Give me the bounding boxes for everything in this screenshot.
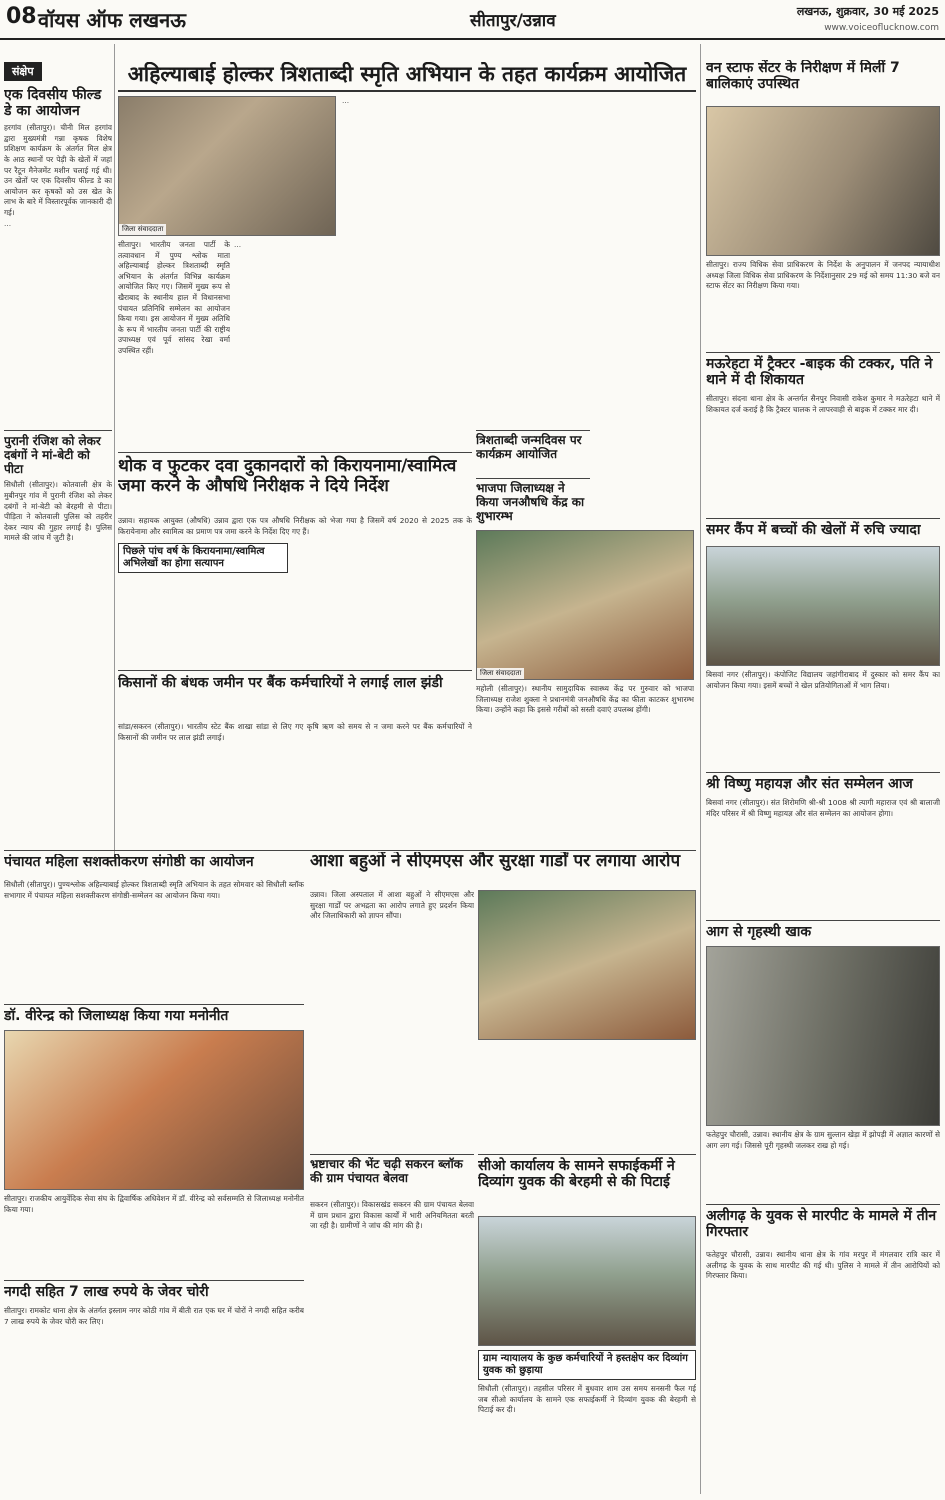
right-story1-headline-box [706, 60, 940, 104]
section-title: सीतापुर/उन्नाव [470, 11, 556, 31]
panchayat-headline-box [4, 854, 304, 878]
right-story5-body: फतेहपुर चौरासी, उन्नाव। स्थानीय क्षेत्र के ग्राम सुल्तान खेड़ा में झोपड़ी में अज्ञात कारणों से आग लग गई। जिससे पूरी गृहस्थी जलकर राख हो गई। [706, 1130, 940, 1150]
right-story6-body-box [706, 1250, 940, 1490]
right-story5-headline: आग से गृहस्थी खाक [706, 924, 812, 940]
theft-headline-box [4, 1280, 304, 1304]
sidebar-story2 [4, 430, 112, 840]
sidebar-story1-title: एक दिवसीय फील्ड डे का आयोजन [4, 87, 102, 120]
right-column-rule [700, 44, 701, 1494]
lead-body-right [342, 96, 696, 446]
asha-body-box [310, 890, 474, 1150]
bjp-body-box [476, 684, 694, 844]
right-story1-body: सीतापुर। राज्य विधिक सेवा प्राधिकरण के निर्देश के अनुपालन में जनपद न्यायाधीश अध्यक्ष जिला विधिक सेवा प्राधिकरण के निर्देशानुसार 29 मई को समय 11:30 बजे वन स्टाफ सेंटर का निरीक्षण किया गया। [706, 260, 940, 291]
right-story2-body-box [706, 394, 940, 514]
corruption-headline-box [310, 1154, 474, 1198]
right-story2-headline: मऊरेहटा में ट्रैक्टर -बाइक की टक्कर, पति ने थाने में दी शिकायत [706, 356, 933, 389]
newspaper-brand: वॉयस ऑफ लखनऊ [38, 8, 186, 32]
asha-headline: आशा बहुओं ने सीएमएस और सुरक्षा गार्डों पर लगाया आरोप [310, 852, 681, 871]
co-headline-box [478, 1154, 696, 1214]
co-photo [478, 1216, 696, 1346]
dateline: लखनऊ, शुक्रवार, 30 मई 2025 [796, 5, 939, 18]
lead-body-col1 [118, 240, 230, 450]
farmer-body-box [118, 722, 472, 842]
theft-body-box [4, 1306, 304, 1494]
lead-headline: अहिल्याबाई होल्कर त्रिशताब्दी स्मृति अभियान के तहत कार्यक्रम आयोजित [127, 62, 687, 86]
bjp-headline: भाजपा जिलाध्यक्ष ने किया जनऔषधि केंद्र का शुभारम्भ [476, 481, 585, 523]
co-pull-quote: ग्राम न्यायालय के कुछ कर्मचारियों ने हस्तक्षेप कर दिव्यांग युवक को छुड़ाया [478, 1350, 696, 1380]
bjp-photo [476, 530, 694, 680]
doctor-body: सीतापुर। राजकीय आयुर्वेदिक सेवा संघ के द्विवार्षिक अधिवेशन में डॉ. वीरेन्द्र को सर्वसम्मति से जिलाध्यक्ष मनोनीत किया गया। [4, 1194, 304, 1214]
lead-subhead-box [476, 430, 590, 472]
corruption-body-box [310, 1200, 474, 1490]
farmer-body: सांडा/सकरन (सीतापुर)। भारतीय स्टेट बैंक शाखा सांडा से लिए गए कृषि ऋण को समय से न जमा करने पर बैंक कर्मचारियों ने किसानों की जमीन पर लाल झंडी लगाई। [118, 722, 472, 742]
page-number: 08 [6, 4, 37, 29]
right-story6-body: फतेहपुर चौरासी, उन्नाव। स्थानीय थाना क्षेत्र के गांव मरपुर में मंगलवार रात्रि कार में अलीगढ़ के युवक के साथ मारपीट की गई थी। पुलिस ने मामले में तीन आरोपियों को गिरफ्तार किया। [706, 1250, 940, 1281]
lead-headline-box [118, 62, 696, 92]
sidebar-story2-title: पुरानी रंजिश को लेकर दबंगों ने मां-बेटी को पीटा [4, 434, 101, 476]
right-story1-photo [706, 106, 940, 256]
corruption-headline: भ्रष्टाचार की भेंट चढ़ी सकरन ब्लॉक की ग्राम पंचायत बेलवा [310, 1157, 463, 1185]
bjp-headline-box [476, 478, 590, 528]
lead-body-cont: ... [234, 240, 242, 249]
right-story6-headline: अलीगढ़ के युवक से मारपीट के मामले में तीन गिरफ्तार [706, 1208, 937, 1241]
drug-pull-quote: पिछले पांच वर्ष के किरायनामा/स्वामित्व अभिलेखों का होगा सत्यापन [118, 543, 288, 573]
lead-photo-credit: जिला संवाददाता [119, 224, 166, 235]
right-story4-body-box [706, 798, 940, 918]
theft-body: सीतापुर। रामकोट थाना क्षेत्र के अंतर्गत इस्लाम नगर कोठी गांव में बीती रात एक घर में चोरों ने नगदी सहित करीब 7 लाख रुपये के जेवर चोरी कर लिए। [4, 1306, 304, 1326]
lead-body-col2 [234, 240, 338, 450]
right-story3-headline: समर कैंप में बच्चों की खेलों में रुचि ज्यादा [706, 522, 921, 538]
right-story3-photo [706, 546, 940, 666]
drug-body: उन्नाव। सहायक आयुक्त (औषधि) उन्नाव द्वारा एक पत्र औषधि निरीक्षक को भेजा गया है जिसमें वर्ष 2020 से 2025 तक के किरायेनामा और स्वामित्व का प्रमाण पत्र जमा करने के निर्देश दिए गए हैं। [118, 516, 472, 536]
sidebar-tag: संक्षेप [4, 62, 42, 81]
right-story4-body: बिसवां नगर (सीतापुर)। संत शिरोमणि श्री-श्री 1008 श्री त्यागी महाराज एवं श्री बालाजी मंदिर परिसर में श्री विष्णु महायज्ञ और संत सम्मेलन का आयोजन होगा। [706, 798, 940, 818]
drug-body-box [118, 516, 472, 666]
right-story3-headline-box [706, 518, 940, 542]
asha-headline-box [310, 852, 696, 886]
co-body: सिधौली (सीतापुर)। तहसील परिसर में बुधवार शाम उस समय सनसनी फैल गई जब सीओ कार्यालय के सामने एक सफाईकर्मी ने दिव्यांग युवक की बेरहमी से पिटाई कर दी। [478, 1384, 696, 1415]
co-headline: सीओ कार्यालय के सामने सफाईकर्मी ने दिव्यांग युवक की बेरहमी से की पिटाई [478, 1158, 675, 1191]
drug-headline: थोक व फुटकर दवा दुकानदारों को किरायनामा/स्वामित्व जमा करने के औषधि निरीक्षक ने दिये निर्देश [118, 456, 457, 496]
right-story1-body-box [706, 260, 940, 350]
lead-subhead: त्रिशताब्दी जन्मदिवस पर कार्यक्रम आयोजित [476, 433, 582, 461]
masthead [0, 0, 945, 40]
panchayat-headline: पंचायत महिला सशक्तीकरण संगोष्ठी का आयोजन [4, 854, 254, 870]
doctor-headline: डॉ. वीरेन्द्र को जिलाध्यक्ष किया गया मनोनीत [4, 1008, 229, 1024]
asha-body: उन्नाव। जिला अस्पताल में आशा बहुओं ने सीएमएस और सुरक्षा गार्डों पर अभद्रता का आरोप लगाते हुए प्रदर्शन किया और जिलाधिकारी को ज्ञापन सौंपा। [310, 890, 474, 921]
lead-body-cont-2: ... [342, 96, 350, 105]
doctor-headline-box [4, 1004, 304, 1028]
corruption-body: सकरन (सीतापुर)। विकासखंड सकरन की ग्राम पंचायत बेलवा में ग्राम प्रधान द्वारा विकास कार्यों में भारी अनियमितता बरती जा रही है। ग्रामीणों ने जांच की मांग की है। [310, 1200, 474, 1231]
panchayat-body-box [4, 880, 304, 1000]
right-story3-body-box [706, 670, 940, 770]
sidebar-story1-body: हरगांव (सीतापुर)। चीनी मिल हरगांव द्वारा मुख्यमंत्री गन्ना कृषक विशेष प्रशिक्षण कार्यक्रम के अंतर्गत मिल क्षेत्र के आठ स्थानों पर पेड़ी के खेतों में जहां पर रैटून मैनेजमेंट मशीन चलाई गई थी। उन खेतों पर एक दिवसीय फील्ड डे का आयोजन कर कृषकों को उस खेत के लाभ के बारे में विस्तारपूर्वक जानकारी दी गई। [4, 123, 112, 217]
right-story4-headline: श्री विष्णु महायज्ञ और संत सम्मेलन आज [706, 776, 913, 792]
bjp-photo-credit: जिला संवाददाता [477, 668, 524, 679]
drug-headline-box [118, 452, 472, 512]
right-story3-body: बिसवां नगर (सीतापुर)। कंपोजिट विद्यालय जहांगीराबाद में दुस्कार को समर कैंप का आयोजन किया गया। इसमें बच्चों ने खेल प्रतियोगिताओं में भाग लिया। [706, 670, 940, 690]
column-rule [114, 44, 115, 864]
lead-body: सीतापुर। भारतीय जनता पार्टी के तत्वावधान में पुण्य श्लोक माता अहिल्याबाई होल्कर त्रिशताब्दी स्मृति अभियान के अंतर्गत विभिन्न कार्यक्रम आयोजित किए गए। जिसमें मुख्य रूप से खैराबाद के स्थानीय हाल में विधानसभा पंचायत प्रतिनिधि सम्मेलन का आयोजन किया गया। इस आयोजन में मुख्य अतिथि के रूप में भारतीय जनता पार्टी की राष्ट्रीय उपाध्यक्ष एवं पूर्व सांसद रेखा वर्मा उपस्थित रहीं। [118, 240, 230, 355]
right-story5-body-box [706, 1130, 940, 1200]
theft-headline: नगदी सहित 7 लाख रुपये के जेवर चोरी [4, 1284, 209, 1300]
right-story1-headline: वन स्टाफ सेंटर के निरीक्षण में मिलीं 7 बालिकाएं उपस्थित [706, 60, 900, 93]
lead-photo [118, 96, 336, 236]
asha-photo [478, 890, 696, 1040]
co-body-box [478, 1350, 696, 1490]
right-story4-headline-box [706, 772, 940, 796]
farmer-headline-box [118, 670, 472, 720]
doctor-photo [4, 1030, 304, 1190]
right-story2-body: सीतापुर। संदना थाना क्षेत्र के अन्तर्गत सैनपुर निवासी राकेश कुमार ने मऊरेहटा थाने में शिकायत दर्ज कराई है कि ट्रैक्टर चालक ने लापरवाही से बाइक में टक्कर मार दी। [706, 394, 940, 414]
right-story5-photo [706, 946, 940, 1126]
panchayat-body: सिधौली (सीतापुर)। पुण्यश्लोक अहिल्याबाई होल्कर त्रिशताब्दी स्मृति अभियान के तहत सोमवार को सिधौली ब्लॉक सभागार में पंचायत महिला सशक्तीकरण संगोष्ठी-सम्मेलन का आयोजन किया गया। [4, 880, 304, 900]
divider [4, 850, 696, 851]
right-story5-headline-box [706, 920, 940, 944]
sidebar-filler: ... [4, 218, 12, 228]
website-url: www.voiceoflucknow.com [824, 23, 939, 33]
farmer-headline: किसानों की बंधक जमीन पर बैंक कर्मचारियों ने लगाई लाल झंडी [118, 675, 443, 691]
bjp-body: महोली (सीतापुर)। स्थानीय सामुदायिक स्वास्थ्य केंद्र पर गुरुवार को भाजपा जिलाध्यक्ष राजेश शुक्ला ने प्रधानमंत्री जनऔषधि केंद्र का फीता काटकर शुभारम्भ किया। उन्होंने कहा कि इससे गरीबों को सस्ती दवाएं उपलब्ध होंगी। [476, 684, 694, 715]
right-story2-headline-box [706, 352, 940, 392]
right-story6-headline-box [706, 1204, 940, 1248]
doctor-body-box [4, 1194, 304, 1278]
sidebar-story2-body: सिधौली (सीतापुर)। कोतवाली क्षेत्र के मुबीनपुर गांव में पुरानी रंजिश को लेकर दबंगों ने मां-बेटी को बेरहमी से पीटा। पीड़िता ने कोतवाली पुलिस को तहरीर देकर न्याय की गुहार लगाई है। पुलिस मामले की जांच में जुटी है। [4, 480, 112, 543]
